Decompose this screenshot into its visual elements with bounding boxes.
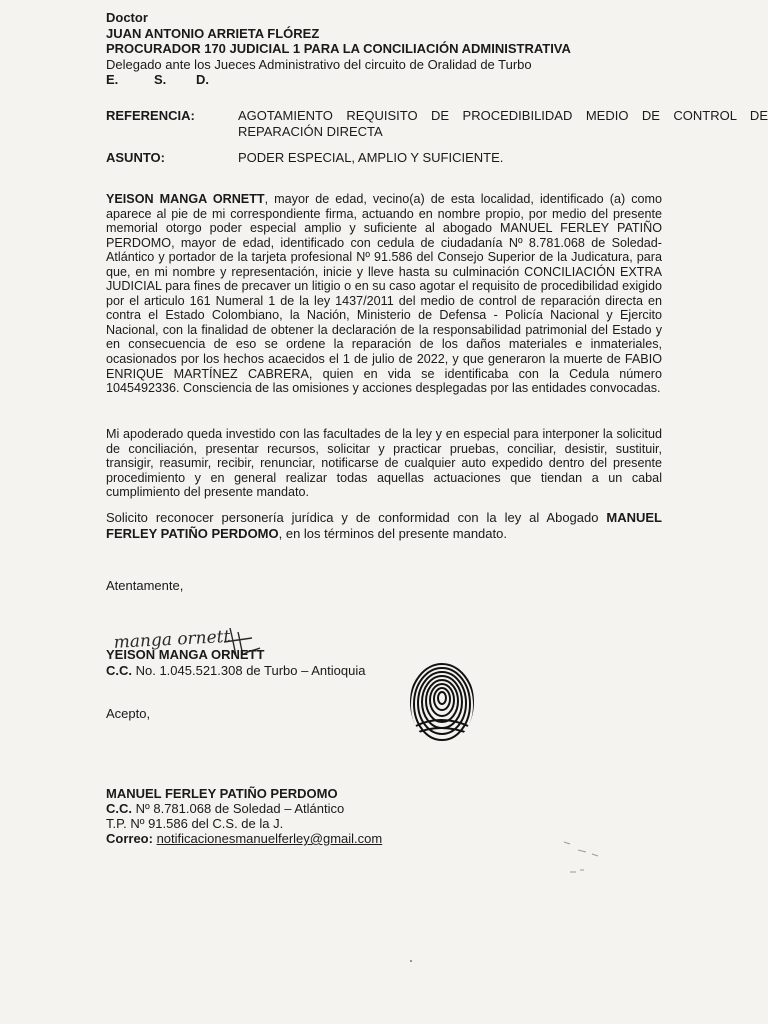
subject-label: ASUNTO: — [106, 150, 165, 165]
grantor-id-value: No. 1.045.521.308 de Turbo – Antioquia — [132, 663, 366, 678]
signature-handwriting: manga ornett — [113, 626, 231, 653]
attorney-id-value: Nº 8.781.068 de Soledad – Atlántico — [132, 801, 345, 816]
attorney-id-label: C.C. — [106, 801, 132, 816]
email-label: Correo: — [106, 831, 153, 846]
addressee-block — [106, 10, 571, 88]
scan-dot — [408, 958, 414, 964]
esd-line — [106, 72, 571, 88]
paragraph-faculties: Mi apoderado queda investido con las facultades de la ley y en especial para interponer la solicitud de conciliación, presentar recursos, solicitar y practicar pruebas, conciliar, desistir, sustituir, transigir, reasumir, recibir, renunciar, notificarse de cualquier auto expedido dentro del presente procedimiento y en general realizar todas aquellas actuaciones que tiendan a un cabal cumplimiento del presente mandato. — [106, 427, 662, 500]
scan-smudge — [560, 836, 620, 886]
addressee-position: PROCURADOR 170 JUDICIAL 1 PARA LA CONCILIACIÓN ADMINISTRATIVA — [106, 41, 571, 57]
esd-d: D. — [196, 72, 209, 88]
paragraph-recognition — [106, 510, 662, 541]
grantor-name-inline: YEISON MANGA ORNETT — [106, 192, 265, 206]
grantor-id-label: C.C. — [106, 663, 132, 678]
esd-s: S. — [154, 72, 167, 88]
closing-regards: Atentamente, — [106, 578, 184, 593]
subject-value: PODER ESPECIAL, AMPLIO Y SUFICIENTE. — [238, 150, 504, 165]
paragraph-recognition-tail: , en los términos del presente mandato. — [278, 525, 507, 541]
paragraph-power-grant — [106, 192, 662, 396]
attorney-name: MANUEL FERLEY PATIÑO PERDOMO — [106, 786, 338, 801]
grantor-name: YEISON MANGA ORNETT — [106, 647, 265, 662]
acceptance-label: Acepto, — [106, 706, 151, 721]
salutation: Doctor — [106, 10, 148, 25]
attorney-id — [106, 801, 344, 816]
reference-label: REFERENCIA: — [106, 108, 195, 123]
paragraph-power-grant-text: , mayor de edad, vecino(a) de esta localidad, identificado (a) como aparece al pie de mi correspondiente firma, actuando en nombre propio, por medio del presente memorial otorgo poder especial amplio y suficiente al abogado MANUEL FERLEY PATIÑO PERDOMO, mayor de edad, identificado con cedula de ciudadanía Nº 8.781.068 de Soledad-Atlántico y portador de la tarjeta profesional Nº 91.586 del Consejo Superior de la Judicatura, para que, en mi nombre y representación, inicie y lleve hasta su culminación CONCILIACIÓN EXTRA JUDICIAL para fines de precaver un litigio o en su caso agotar el requisito de procedibilidad exigido por el articulo 161 Numeral 1 de la ley 1437/2011 del medio de control de reparación directa en contra el Estado Colombiano, la Nación, Ministerio de Defensa - Policía Nacional y Ejercito Nacional, con la finalidad de obtener la declaración de la responsabilidad patrimonial del Estado y en consecuencia de eso se ordene la reparación de los daños materiales e inmateriales, ocasionados por los hechos acaecidos el 1 de julio de 2022, y que generaron la muerte de FABIO ENRIQUE MARTÍNEZ CABRERA, quien en vida se identificaba con la Cedula número 1045492336. Consciencia de las omisiones y acciones desplegadas por las entidades convocadas. — [106, 192, 663, 396]
reference-value: AGOTAMIENTO REQUISITO DE PROCEDIBILIDAD MEDIO DE CONTROL DE REPARACIÓN DIRECTA — [238, 108, 768, 139]
attorney-professional-card: T.P. Nº 91.586 del C.S. de la J. — [106, 816, 284, 831]
addressee-name: JUAN ANTONIO ARRIETA FLÓREZ — [106, 25, 320, 41]
attorney-email-link[interactable]: notificacionesmanuelferley@gmail.com — [156, 831, 383, 846]
grantor-id — [106, 663, 365, 678]
attorney-email-line — [106, 831, 382, 846]
attorney-name-inline: MANUEL FERLEY PATIÑO PERDOMO — [106, 510, 662, 541]
paragraph-recognition-text: Solicito reconocer personería jurídica y de conformidad con la ley al Abogado — [106, 510, 607, 525]
addressee-delegation: Delegado ante los Jueces Administrativo del circuito de Oralidad de Turbo — [106, 56, 532, 72]
esd-e: E. — [106, 72, 119, 88]
fingerprint-image — [406, 656, 478, 748]
